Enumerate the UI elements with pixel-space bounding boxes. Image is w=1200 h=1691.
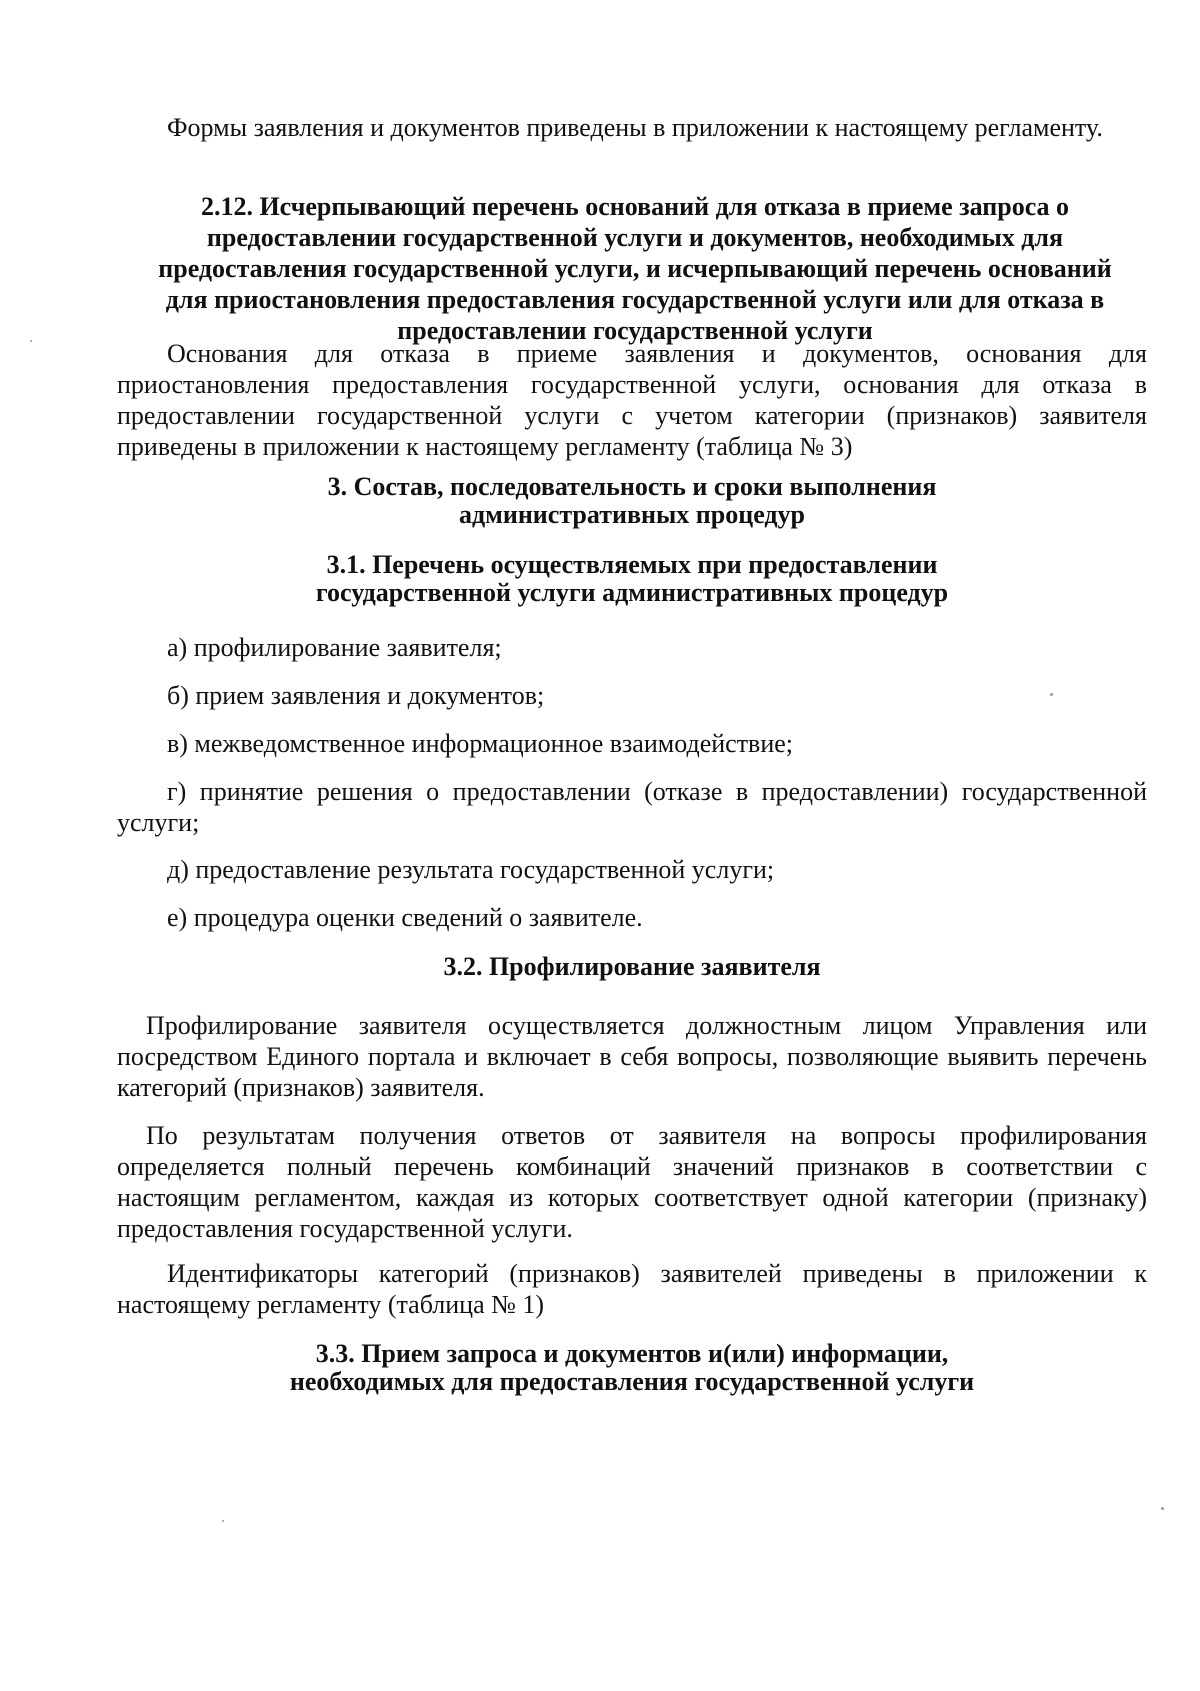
identifiers-paragraph: Идентификаторы категорий (признаков) заявителей приведены в приложении к настоящему регламенту (таблица № 1) [117,1259,1147,1319]
section-3-heading-line-2: административных процедур [458,500,806,529]
procedure-list-item: а) профилирование заявителя; [167,633,502,662]
refusal-grounds-paragraph: Основания для отказа в приеме заявления и документов, основания для приостановления предоставления государственной услуги, основания для отказа в предоставлении государственной услуги с учетом категории (признаков) заявителя приведены в приложении к настоящему регламенту (таблица № 3) [117,339,1147,461]
profiling-paragraph-1: Профилирование заявителя осуществляется должностным лицом Управления или посредством Единого портала и включает в себя вопросы, позволяющие выявить перечень категорий (признаков) заявителя. [117,1011,1147,1102]
section-3-1-heading-line-2: государственной услуги административных процедур [315,578,949,607]
section-3-heading-line-1: 3. Состав, последовательность и сроки выполнения [327,472,937,501]
procedure-list-item: в) межведомственное информационное взаимодействие; [167,729,794,758]
procedure-list-item: б) прием заявления и документов; [167,681,545,710]
procedure-list-item: г) принятие решения о предоставлении (отказе в предоставлении) государственной услуги; [117,777,1147,837]
procedure-list-item: е) процедура оценки сведений о заявителе. [167,903,643,932]
procedure-list-item: д) предоставление результата государственной услуги; [167,855,775,884]
scan-speck [1161,1507,1164,1510]
scan-speck [1050,693,1053,696]
scan-speck [222,1520,224,1522]
profiling-paragraph-2: По результатам получения ответов от заявителя на вопросы профилирования определяется полный перечень комбинаций значений признаков в соответствии с настоящим регламентом, каждая из которых соответствует одной категории (признаку) предоставления государственной услуги. [117,1121,1147,1243]
section-2-12-heading: 2.12. Исчерпывающий перечень оснований для отказа в приеме запроса о предоставлении государственной услуги и документов, необходимых для предоставления государственной услуги, и исчерпывающий перечень оснований для приостановления предоставления государственной услуги или для отказа в предоставлении государственной услуги [158,192,1112,345]
section-3-3-heading-line-2: необходимых для предоставления государственной услуги [289,1367,975,1396]
forms-intro-paragraph: Формы заявления и документов приведены в приложении к настоящему регламенту. [167,113,1103,142]
section-3-3-heading-line-1: 3.3. Прием запроса и документов и(или) информации, [315,1339,949,1368]
scan-speck [30,340,32,342]
section-3-1-heading-line-1: 3.1. Перечень осуществляемых при предоставлении [326,550,938,579]
section-3-2-heading: 3.2. Профилирование заявителя [443,952,821,981]
